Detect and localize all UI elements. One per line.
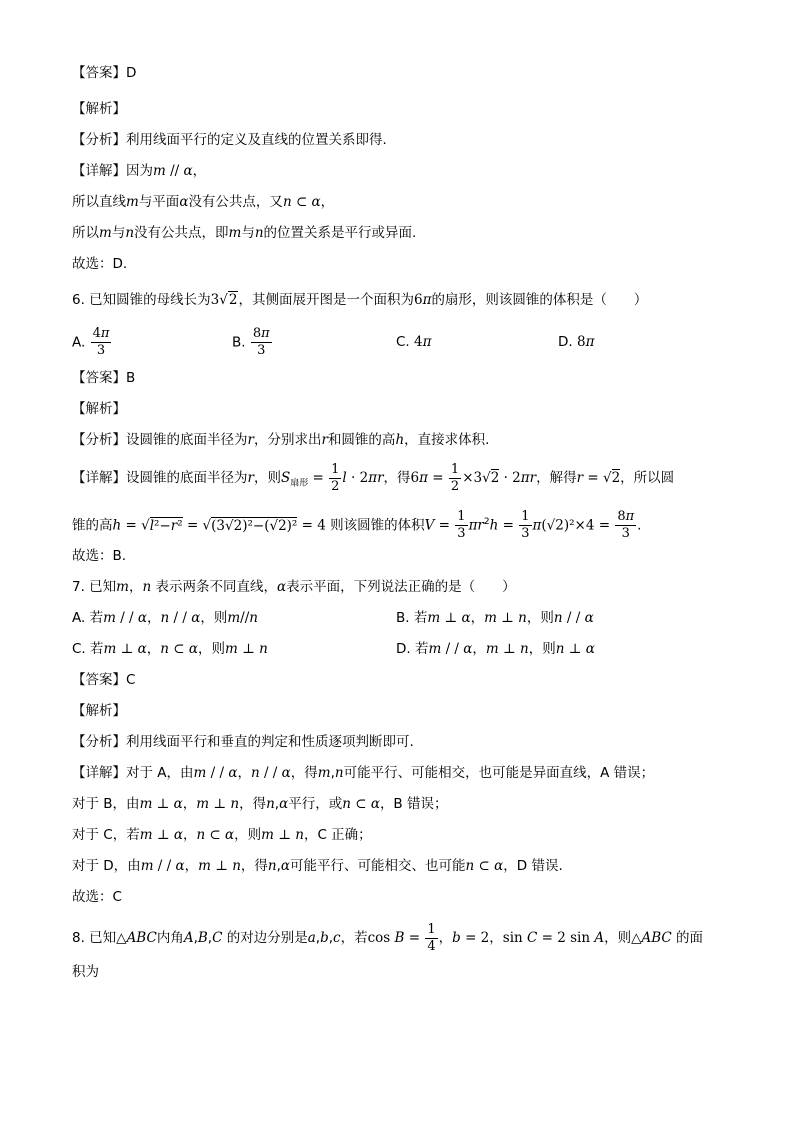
q7-option-a: A. 若m / / α，n / / α，则m//n	[72, 610, 258, 626]
q7-answer: C	[126, 672, 136, 688]
q5-analysis-tag: 【解析】	[72, 101, 126, 117]
q5-fenxi-line: 【分析】利用线面平行的定义及直线的位置关系即得.	[72, 132, 387, 148]
q7-option-c: C. 若m ⊥ α，n ⊂ α，则m ⊥ n	[72, 641, 268, 657]
q7-fenxi-line: 【分析】利用线面平行和垂直的判定和性质逐项判断即可.	[72, 734, 414, 750]
q5-conclusion: 故选：D.	[72, 256, 128, 272]
q7-option-d: D. 若m / / α，m ⊥ n，则n ⊥ α	[396, 641, 595, 657]
q7-answer-line: 【答案】C	[72, 672, 136, 688]
answer-tag: 【答案】	[72, 65, 126, 81]
q5-detail-line-2: 所以直线m与平面α没有公共点，又n ⊂ α，	[72, 194, 335, 210]
q8-stem-line-2: 积为	[72, 964, 99, 980]
q6-fenxi-line: 【分析】设圆锥的底面半径为r，分别求出r和圆锥的高h，直接求体积.	[72, 432, 490, 448]
q7-detail-line-4: 对于 D，由m / / α，m ⊥ n，得n,α可能平行、可能相交、也可能n ⊂ α，D 错误.	[72, 858, 563, 874]
q5-detail-line-1: 【详解】因为m // α，	[72, 163, 207, 179]
q5-answer-line	[72, 63, 136, 83]
q7-conclusion: 故选：C	[72, 889, 122, 905]
q7-detail-line-2: 对于 B，由m ⊥ α，m ⊥ n，得n,α平行，或n ⊂ α，B 错误；	[72, 796, 448, 812]
q7-option-b: B. 若m ⊥ α，m ⊥ n，则n / / α	[396, 610, 594, 626]
q6-option-d: D. 8π	[558, 334, 595, 350]
q7-stem: 7. 已知m，n 表示两条不同直线，α表示平面，下列说法正确的是（ ）	[72, 579, 516, 595]
q6-detail-line-1: 【详解】设圆锥的底面半径为r，则$S_{扇形}$ = $\frac{1}{2}$ l · 2πr，得6π = $\frac{1}{2}$ ×3√2 · 2πr，解得r = √2，所以圆	[72, 461, 675, 494]
q6-option-b: B. $\frac{8\pi}{3}$	[232, 326, 270, 358]
q6-detail-line-2: 锥的高h = √l²−r² = √(3√2)²−(√2)² = 4 则该圆锥的体积V = $\frac{1}{3}$ $\pi r^2h$ = $\frac{1}{3}$ π(√2)²×4 = $\frac{8\pi}{3}$ .	[72, 509, 642, 541]
q6-option-a: A. $\frac{4\pi}{3}$	[72, 326, 110, 358]
q6-answer: B	[126, 370, 136, 386]
q6-stem: 6. 已知圆锥的母线长为3√2，其侧面展开图是一个面积为6π的扇形，则该圆锥的体积是（ ）	[72, 292, 648, 308]
q6-analysis-tag: 【解析】	[72, 401, 126, 417]
q5-detail-line-3: 所以m与n没有公共点，即m与n的位置关系是平行或异面.	[72, 225, 417, 241]
q5-answer: D	[126, 65, 137, 81]
q7-analysis-tag: 【解析】	[72, 703, 126, 719]
q8-stem: 8. 已知△ABC内角A,B,C 的对边分别是a,b,c，若cos B = $\frac{1}{4}$ ，b = 2，sin C = 2 sin A，则△ABC 的面	[72, 921, 704, 954]
q6-conclusion: 故选：B.	[72, 548, 127, 564]
q7-detail-line-1: 【详解】对于 A，由m / / α，n / / α，得m,n可能平行、可能相交，也可能是异面直线，A 错误；	[72, 765, 655, 781]
q6-option-c: C. 4π	[396, 334, 432, 350]
q6-answer-line: 【答案】B	[72, 370, 136, 386]
q7-detail-line-3: 对于 C，若m ⊥ α，n ⊂ α，则m ⊥ n，C 正确；	[72, 827, 372, 843]
